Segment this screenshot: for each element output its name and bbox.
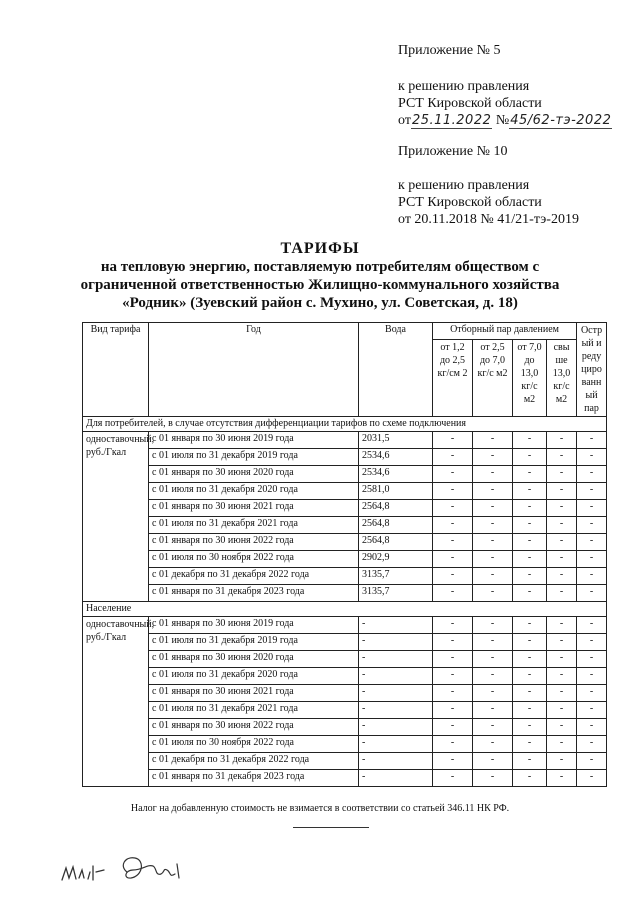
section-label: Для потребителей, в случае отсутствия дифференциации тарифов по схеме подключения xyxy=(83,417,607,432)
water-value: 3135,7 xyxy=(359,568,433,585)
water-value: 2902,9 xyxy=(359,551,433,568)
steam-value: - xyxy=(433,770,473,787)
title-line-1: на тепловую энергию, поставляемую потребителям обществом с xyxy=(100,259,540,275)
table-row xyxy=(83,483,607,500)
header-kind: Вид тарифа xyxy=(83,323,149,417)
table-row xyxy=(83,432,607,449)
table-row xyxy=(83,551,607,568)
steam-value: - xyxy=(547,585,577,602)
steam-value: - xyxy=(547,719,577,736)
period-cell: с 01 января по 30 июня 2022 года xyxy=(149,719,359,736)
tariff-table xyxy=(82,322,607,787)
water-value: - xyxy=(359,702,433,719)
steam-value: - xyxy=(577,770,607,787)
steam-value: - xyxy=(547,534,577,551)
water-value: - xyxy=(359,719,433,736)
annex10-title-text: Приложение № 10 xyxy=(398,144,508,159)
steam-value: - xyxy=(577,534,607,551)
steam-value: - xyxy=(513,517,547,534)
steam-value: - xyxy=(577,668,607,685)
steam-value: - xyxy=(513,500,547,517)
steam-value: - xyxy=(433,483,473,500)
steam-value: - xyxy=(513,534,547,551)
steam-value: - xyxy=(513,551,547,568)
steam-value: - xyxy=(577,617,607,634)
table-row xyxy=(83,617,607,634)
period-cell: с 01 января по 30 июня 2019 года xyxy=(149,432,359,449)
steam-value: - xyxy=(547,668,577,685)
annex5-from: от xyxy=(398,113,411,128)
table-row xyxy=(83,736,607,753)
period-cell: с 01 июля по 30 ноября 2022 года xyxy=(149,736,359,753)
steam-value: - xyxy=(577,634,607,651)
water-value: - xyxy=(359,634,433,651)
tariff-kind: одноставочный, руб./Гкал xyxy=(83,617,149,787)
table-row xyxy=(83,466,607,483)
water-value: 2534,6 xyxy=(359,449,433,466)
water-value: 2581,0 xyxy=(359,483,433,500)
water-value: - xyxy=(359,651,433,668)
steam-value: - xyxy=(473,432,513,449)
steam-value: - xyxy=(433,466,473,483)
period-cell: с 01 января по 31 декабря 2023 года xyxy=(149,770,359,787)
steam-value: - xyxy=(433,585,473,602)
steam-value: - xyxy=(473,517,513,534)
steam-value: - xyxy=(433,736,473,753)
period-cell: с 01 декабря по 31 декабря 2022 года xyxy=(149,568,359,585)
title-line-3: «Родник» (Зуевский район с. Мухино, ул. Советская, д. 18) xyxy=(122,295,518,311)
table-row xyxy=(83,634,607,651)
annex5-date-line xyxy=(398,112,612,129)
annex5-title xyxy=(398,42,501,59)
period-cell: с 01 января по 30 июня 2021 года xyxy=(149,685,359,702)
table-row xyxy=(83,651,607,668)
divider-line xyxy=(293,827,369,828)
title-line-2: ограниченной ответственностью Жилищно-коммунального хозяйства xyxy=(80,277,560,293)
period-cell: с 01 июля по 31 декабря 2021 года xyxy=(149,517,359,534)
period-cell: с 01 июля по 30 ноября 2022 года xyxy=(149,551,359,568)
steam-value: - xyxy=(513,651,547,668)
table-row xyxy=(83,719,607,736)
steam-value: - xyxy=(473,685,513,702)
steam-value: - xyxy=(513,483,547,500)
section-row xyxy=(83,417,607,432)
steam-value: - xyxy=(577,702,607,719)
tariff-table-body xyxy=(83,417,607,787)
steam-value: - xyxy=(513,449,547,466)
steam-value: - xyxy=(513,685,547,702)
steam-value: - xyxy=(473,585,513,602)
steam-value: - xyxy=(433,500,473,517)
tariff-kind: одноставочный, руб./Гкал xyxy=(83,432,149,602)
title-main: ТАРИФЫ xyxy=(280,240,360,257)
water-value: - xyxy=(359,770,433,787)
period-cell: с 01 декабря по 31 декабря 2022 года xyxy=(149,753,359,770)
header-steam-2: от 2,5 до 7,0 кг/с м2 xyxy=(473,339,513,416)
steam-value: - xyxy=(547,483,577,500)
period-cell: с 01 июля по 31 декабря 2019 года xyxy=(149,449,359,466)
initials-handwritten-mark xyxy=(60,858,110,888)
steam-value: - xyxy=(547,517,577,534)
table-row xyxy=(83,753,607,770)
period-cell: с 01 июля по 31 декабря 2020 года xyxy=(149,668,359,685)
period-cell: с 01 июля по 31 декабря 2019 года xyxy=(149,634,359,651)
steam-value: - xyxy=(547,753,577,770)
annex5-number-handwritten: 45/62-тэ-2022 xyxy=(510,113,612,128)
steam-value: - xyxy=(473,500,513,517)
annex5-date-handwritten: 25.11.2022 xyxy=(411,113,492,128)
table-row xyxy=(83,449,607,466)
annex10-to-decision: к решению правления xyxy=(398,178,530,193)
steam-value: - xyxy=(433,668,473,685)
period-cell: с 01 января по 30 июня 2022 года xyxy=(149,534,359,551)
steam-value: - xyxy=(513,702,547,719)
water-value: 2564,8 xyxy=(359,534,433,551)
header-steam: Отборный пар давлением xyxy=(433,323,577,340)
document-title xyxy=(0,240,640,312)
steam-value: - xyxy=(513,568,547,585)
header-steam-4: свы ше 13,0 кг/с м2 xyxy=(547,339,577,416)
water-value: - xyxy=(359,668,433,685)
period-cell: с 01 января по 31 декабря 2023 года xyxy=(149,585,359,602)
water-value: - xyxy=(359,736,433,753)
steam-value: - xyxy=(513,617,547,634)
annex5-to-decision: к решению правления xyxy=(398,79,530,94)
steam-value: - xyxy=(433,534,473,551)
steam-value: - xyxy=(433,568,473,585)
header-sharp-steam: Остр ый и реду циро ванн ый пар xyxy=(577,323,607,417)
steam-value: - xyxy=(513,770,547,787)
steam-value: - xyxy=(513,736,547,753)
period-cell: с 01 января по 30 июня 2020 года xyxy=(149,466,359,483)
steam-value: - xyxy=(433,517,473,534)
steam-value: - xyxy=(547,634,577,651)
period-cell: с 01 января по 30 июня 2019 года xyxy=(149,617,359,634)
water-value: 3135,7 xyxy=(359,585,433,602)
steam-value: - xyxy=(473,483,513,500)
steam-value: - xyxy=(473,534,513,551)
steam-value: - xyxy=(473,719,513,736)
steam-value: - xyxy=(473,770,513,787)
steam-value: - xyxy=(513,753,547,770)
steam-value: - xyxy=(513,585,547,602)
steam-value: - xyxy=(433,432,473,449)
steam-value: - xyxy=(547,551,577,568)
period-cell: с 01 января по 30 июня 2020 года xyxy=(149,651,359,668)
steam-value: - xyxy=(577,517,607,534)
annex5-org: РСТ Кировской области xyxy=(398,96,542,111)
water-value: 2564,8 xyxy=(359,500,433,517)
water-value: 2031,5 xyxy=(359,432,433,449)
steam-value: - xyxy=(547,770,577,787)
steam-value: - xyxy=(577,466,607,483)
header-steam-3: от 7,0 до 13,0 кг/с м2 xyxy=(513,339,547,416)
steam-value: - xyxy=(473,449,513,466)
steam-value: - xyxy=(473,617,513,634)
section-row xyxy=(83,602,607,617)
table-row xyxy=(83,668,607,685)
header-steam-1: от 1,2 до 2,5 кг/см 2 xyxy=(433,339,473,416)
table-row xyxy=(83,568,607,585)
table-row xyxy=(83,585,607,602)
steam-value: - xyxy=(473,466,513,483)
steam-value: - xyxy=(473,736,513,753)
steam-value: - xyxy=(547,736,577,753)
steam-value: - xyxy=(547,685,577,702)
table-row xyxy=(83,702,607,719)
steam-value: - xyxy=(513,719,547,736)
steam-value: - xyxy=(433,753,473,770)
steam-value: - xyxy=(433,719,473,736)
steam-value: - xyxy=(577,568,607,585)
steam-value: - xyxy=(433,551,473,568)
steam-value: - xyxy=(473,651,513,668)
steam-value: - xyxy=(577,719,607,736)
table-row xyxy=(83,770,607,787)
steam-value: - xyxy=(473,753,513,770)
steam-value: - xyxy=(513,432,547,449)
steam-value: - xyxy=(577,432,607,449)
steam-value: - xyxy=(513,634,547,651)
steam-value: - xyxy=(433,617,473,634)
steam-value: - xyxy=(577,753,607,770)
steam-value: - xyxy=(547,466,577,483)
steam-value: - xyxy=(473,568,513,585)
header-water: Вода xyxy=(359,323,433,417)
header-year: Год xyxy=(149,323,359,417)
steam-value: - xyxy=(513,668,547,685)
steam-value: - xyxy=(577,651,607,668)
steam-value: - xyxy=(433,634,473,651)
annex10-org: РСТ Кировской области xyxy=(398,195,542,210)
annex10-date-line: от 20.11.2018 № 41/21-тэ-2019 xyxy=(398,212,579,227)
steam-value: - xyxy=(547,617,577,634)
steam-value: - xyxy=(547,651,577,668)
period-cell: с 01 июля по 31 декабря 2021 года xyxy=(149,702,359,719)
steam-value: - xyxy=(577,500,607,517)
annex5-reference xyxy=(398,78,612,129)
steam-value: - xyxy=(547,500,577,517)
steam-value: - xyxy=(473,551,513,568)
section-label: Население xyxy=(83,602,607,617)
steam-value: - xyxy=(577,685,607,702)
water-value: 2564,8 xyxy=(359,517,433,534)
annex5-no: № xyxy=(495,113,510,128)
period-cell: с 01 июля по 31 декабря 2020 года xyxy=(149,483,359,500)
water-value: - xyxy=(359,617,433,634)
water-value: - xyxy=(359,753,433,770)
annex5-title-text: Приложение № 5 xyxy=(398,43,501,58)
period-cell: с 01 января по 30 июня 2021 года xyxy=(149,500,359,517)
annex10-title xyxy=(398,143,508,160)
steam-value: - xyxy=(473,634,513,651)
vat-footnote: Налог на добавленную стоимость не взимается в соответствии со статьей 346.11 НК РФ. xyxy=(130,803,510,814)
steam-value: - xyxy=(547,449,577,466)
signature-handwritten-mark xyxy=(117,852,187,888)
steam-value: - xyxy=(577,483,607,500)
steam-value: - xyxy=(577,551,607,568)
steam-value: - xyxy=(577,449,607,466)
steam-value: - xyxy=(577,736,607,753)
table-row xyxy=(83,534,607,551)
steam-value: - xyxy=(433,449,473,466)
steam-value: - xyxy=(433,651,473,668)
table-row xyxy=(83,517,607,534)
steam-value: - xyxy=(433,702,473,719)
annex10-reference xyxy=(398,177,579,228)
steam-value: - xyxy=(433,685,473,702)
water-value: - xyxy=(359,685,433,702)
steam-value: - xyxy=(513,466,547,483)
steam-value: - xyxy=(547,702,577,719)
table-row xyxy=(83,685,607,702)
steam-value: - xyxy=(473,702,513,719)
water-value: 2534,6 xyxy=(359,466,433,483)
steam-value: - xyxy=(577,585,607,602)
steam-value: - xyxy=(547,432,577,449)
steam-value: - xyxy=(473,668,513,685)
steam-value: - xyxy=(547,568,577,585)
table-row xyxy=(83,500,607,517)
